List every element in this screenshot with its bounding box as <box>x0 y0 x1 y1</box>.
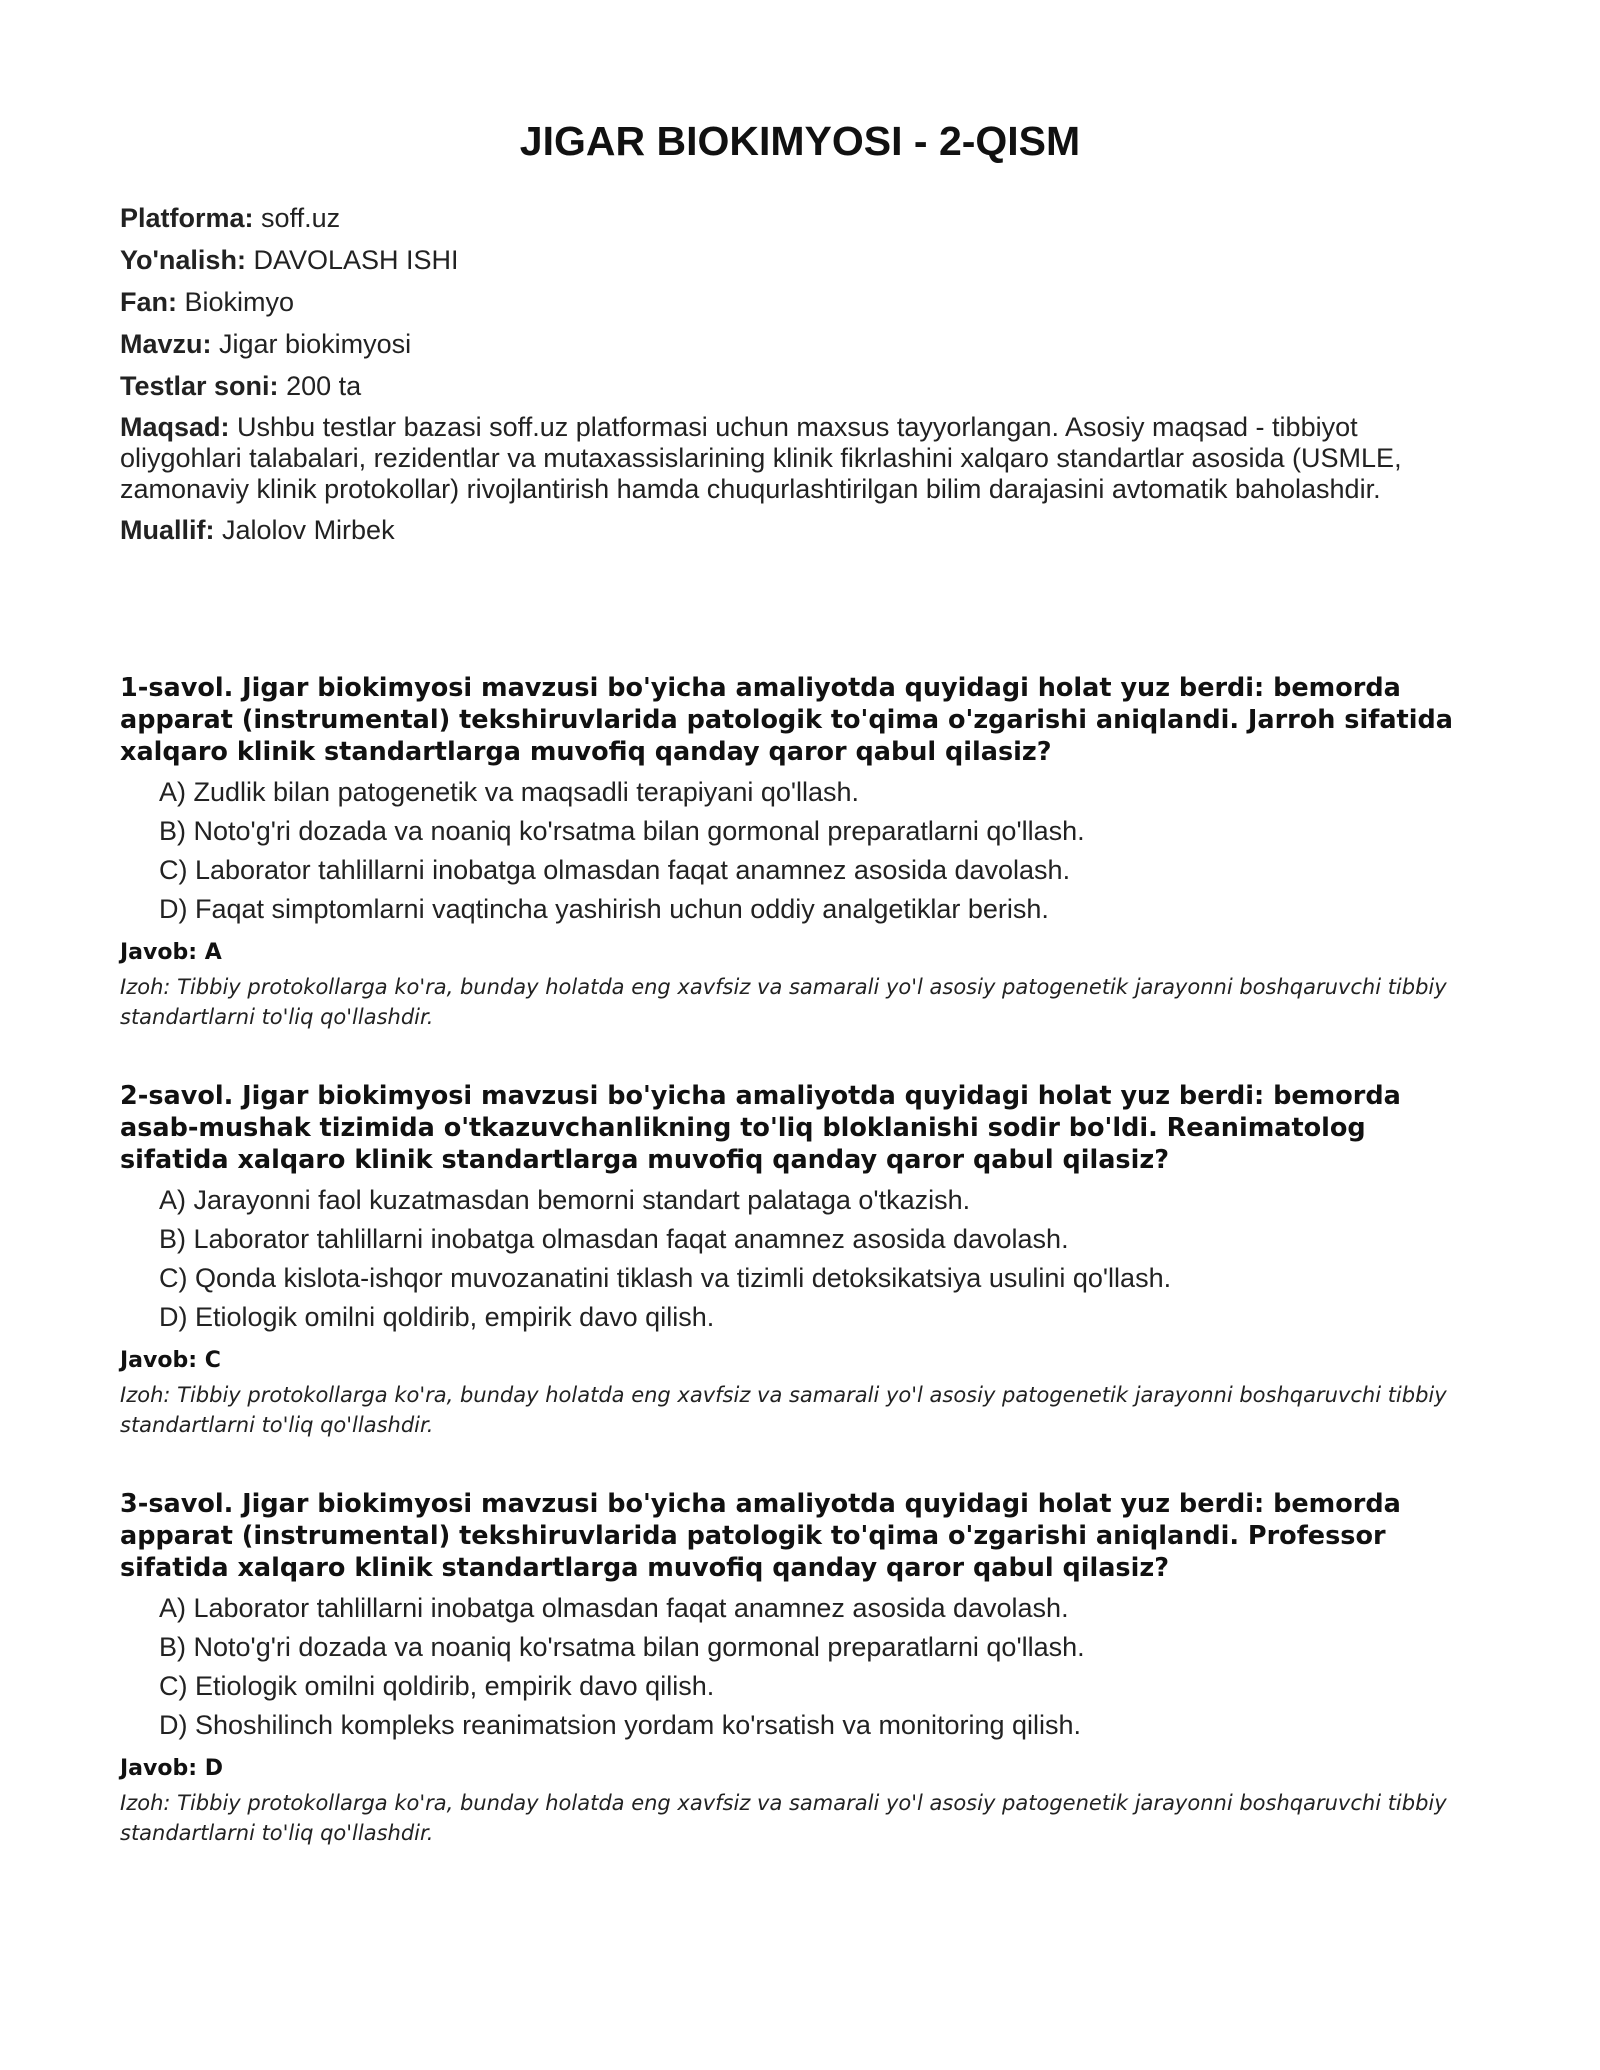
option-list <box>120 1594 1480 1740</box>
option-a: A) Laborator tahlillarni inobatga olmasdan faqat anamnez asosida davolash. <box>159 1593 1069 1623</box>
option-b: B) Laborator tahlillarni inobatga olmasdan faqat anamnez asosida davolash. <box>159 1224 1069 1254</box>
meta-goal-value: Ushbu testlar bazasi soff.uz platformasi uchun maxsus tayyorlangan. Asosiy maqsad - tibbiyot oliygohlari talabalari, rezidentlar va mutaxassislarining klinik fikrlashini xalqaro standartlar asosida (USMLE, zamonaviy klinik protokollar) rivojlantirish hamda chuqurlashtirilgan bilim darajasini avtomatik baholashdir. <box>120 412 1402 504</box>
meta-goal <box>120 412 1480 505</box>
meta-test-count-value: 200 ta <box>286 371 362 401</box>
meta-author <box>120 514 1480 547</box>
meta-direction <box>120 244 1480 277</box>
option-a: A) Zudlik bilan patogenetik va maqsadli terapiyani qo'llash. <box>159 777 860 807</box>
option-b: B) Noto'g'ri dozada va noaniq ko'rsatma bilan gormonal preparatlarni qo'llash. <box>159 1632 1085 1662</box>
meta-author-value: Jalolov Mirbek <box>222 515 395 545</box>
question-1 <box>120 672 1480 1080</box>
question-text: 1-savol. Jigar biokimyosi mavzusi bo'yicha amaliyotda quyidagi holat yuz berdi: bemorda apparat (instrumental) tekshiruvlarida patologik to'qima o'zgarishi aniqlandi. Jarroh sifatida xalqaro klinik standartlarga muvofiq qanday qaror qabul qilasiz? <box>120 673 1453 767</box>
option-a: A) Jarayonni faol kuzatmasdan bemorni standart palataga o'tkazish. <box>159 1185 971 1215</box>
meta-topic-label: Mavzu: <box>120 329 212 359</box>
meta-topic <box>120 328 1480 361</box>
meta-platform <box>120 202 1480 235</box>
explanation-note: Izoh: Tibbiy protokollarga ko'ra, bunday holatda eng xavfsiz va samarali yo'l asosiy patogenetik jarayonni boshqaruvchi tibbiy standartlarni to'liq qo'llashdir. <box>120 1791 1447 1845</box>
question-3 <box>120 1488 1480 1896</box>
meta-test-count <box>120 370 1480 403</box>
meta-subject <box>120 286 1480 319</box>
question-list <box>120 672 1480 1896</box>
meta-platform-label: Platforma: <box>120 203 254 233</box>
answer-line: Javob: A <box>120 940 222 965</box>
answer-line: Javob: C <box>120 1348 221 1373</box>
question-2 <box>120 1080 1480 1488</box>
meta-topic-value: Jigar biokimyosi <box>219 329 412 359</box>
option-d: D) Faqat simptomlarni vaqtincha yashirish uchun oddiy analgetiklar berish. <box>159 894 1049 924</box>
explanation-note: Izoh: Tibbiy protokollarga ko'ra, bunday holatda eng xavfsiz va samarali yo'l asosiy patogenetik jarayonni boshqaruvchi tibbiy standartlarni to'liq qo'llashdir. <box>120 975 1447 1029</box>
option-c: C) Etiologik omilni qoldirib, empirik davo qilish. <box>159 1671 715 1701</box>
meta-author-label: Muallif: <box>120 515 215 545</box>
meta-test-count-label: Testlar soni: <box>120 371 279 401</box>
option-d: D) Etiologik omilni qoldirib, empirik davo qilish. <box>159 1302 715 1332</box>
metadata-block <box>120 202 1480 556</box>
meta-direction-label: Yo'nalish: <box>120 245 246 275</box>
meta-direction-value: DAVOLASH ISHI <box>253 245 459 275</box>
option-list <box>120 1186 1480 1332</box>
explanation-note: Izoh: Tibbiy protokollarga ko'ra, bunday holatda eng xavfsiz va samarali yo'l asosiy patogenetik jarayonni boshqaruvchi tibbiy standartlarni to'liq qo'llashdir. <box>120 1383 1447 1437</box>
meta-subject-value: Biokimyo <box>184 287 295 317</box>
meta-goal-label: Maqsad: <box>120 412 230 442</box>
question-text: 3-savol. Jigar biokimyosi mavzusi bo'yicha amaliyotda quyidagi holat yuz berdi: bemorda apparat (instrumental) tekshiruvlarida patologik to'qima o'zgarishi aniqlandi. Professor sifatida xalqaro klinik standartlarga muvofiq qanday qaror qabul qilasiz? <box>120 1489 1401 1583</box>
option-list <box>120 778 1480 924</box>
question-text: 2-savol. Jigar biokimyosi mavzusi bo'yicha amaliyotda quyidagi holat yuz berdi: bemorda asab-mushak tizimida o'tkazuvchanlikning to'liq bloklanishi sodir bo'ldi. Reanimatolog sifatida xalqaro klinik standartlarga muvofiq qanday qaror qabul qilasiz? <box>120 1081 1401 1175</box>
option-c: C) Laborator tahlillarni inobatga olmasdan faqat anamnez asosida davolash. <box>159 855 1071 885</box>
option-d: D) Shoshilinch kompleks reanimatsion yordam ko'rsatish va monitoring qilish. <box>159 1710 1082 1740</box>
document-title: JIGAR BIOKIMYOSI - 2-QISM <box>519 118 1081 164</box>
meta-platform-value: soff.uz <box>261 203 341 233</box>
meta-subject-label: Fan: <box>120 287 177 317</box>
answer-line: Javob: D <box>120 1756 223 1781</box>
option-c: C) Qonda kislota-ishqor muvozanatini tiklash va tizimli detoksikatsiya usulini qo'llash. <box>159 1263 1172 1293</box>
option-b: B) Noto'g'ri dozada va noaniq ko'rsatma bilan gormonal preparatlarni qo'llash. <box>159 816 1085 846</box>
